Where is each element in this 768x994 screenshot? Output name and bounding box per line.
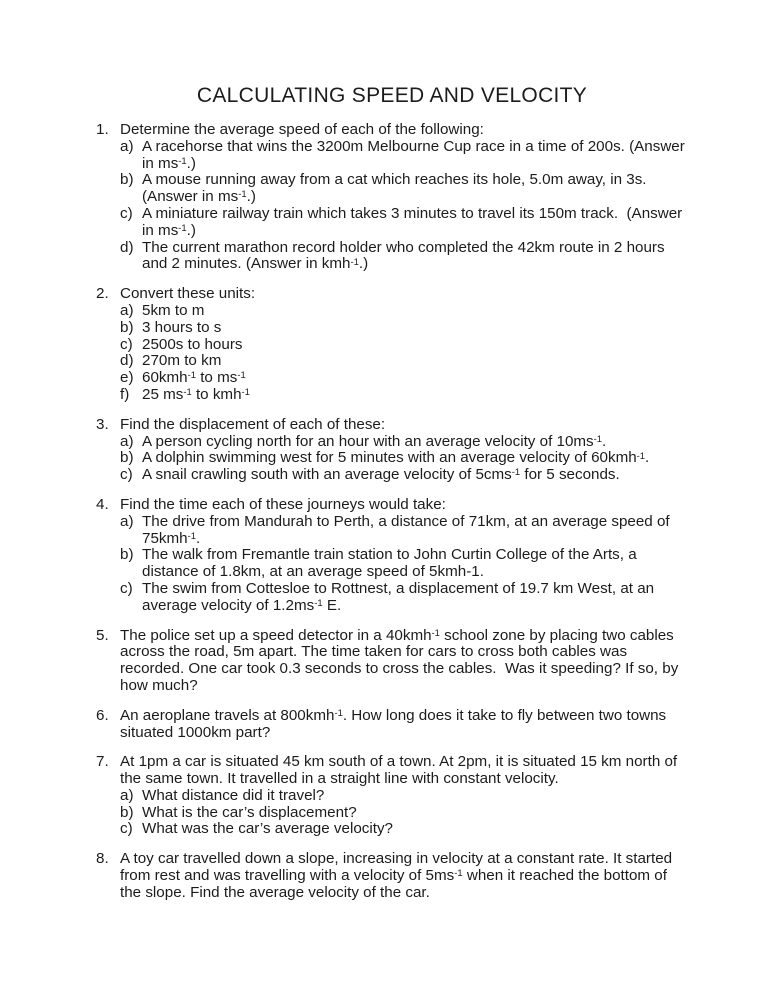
item-label: b) [120,546,134,564]
superscript: -1 [454,867,463,879]
question-number: 4. [96,495,109,513]
question-text: A toy car travelled down a slope, increasing in velocity at a constant rate. It started from rest and was travelling with a velocity of $5ms^{-1}$ when it reached the bottom of the slope. Find the average velocity of the car. [120,850,677,901]
question-item [120,240,688,274]
item-text: A miniature railway train which takes 3 minutes to travel its 150m track. (Answer in $ms^{-1}$.) [142,204,687,239]
question [96,497,688,615]
question-text: Find the displacement of each of these: [120,415,386,433]
superscript: -1 [183,386,192,398]
superscript: -1 [241,386,250,398]
question-item [120,467,688,484]
item-label: c) [120,466,133,484]
question-item [120,450,688,467]
item-label: a) [120,432,134,450]
question-item [120,337,688,354]
superscript: -1 [238,188,247,200]
item-text: A mouse running away from a cat which reaches its hole, 5.0m away, in 3s. (Answer in $ms^{-1}$.) [142,171,651,206]
question-text: At 1pm a car is situated 45 km south of a town. At 2pm, it is situated 15 km north of the same town. It travelled in a straight line with constant velocity. [120,753,682,788]
superscript: -1 [314,596,323,608]
document-body [96,84,688,915]
question [96,417,688,484]
item-text: The walk from Fremantle train station to John Curtin College of the Arts, a distance of 1.8km, at an average speed of 5kmh-1. [142,546,641,581]
item-label: c) [120,579,133,597]
question-item [120,320,688,337]
superscript: -1 [187,529,196,541]
question-item [120,805,688,822]
item-label: d) [120,352,134,370]
question [96,708,688,742]
item-text: 2500s to hours [142,335,243,353]
question-item [120,353,688,370]
question-text: An aeroplane travels at 800kmh$^{-1}$. How long does it take to fly between two towns situated 1000km part? [120,706,671,741]
superscript: -1 [511,466,521,478]
item-text: A dolphin swimming west for 5 minutes with an average velocity of 60kmh$^{-1}$. [142,449,650,467]
question-text: Convert these units: [120,285,256,303]
question-item [120,788,688,805]
question-item [120,303,688,320]
question-text: Determine the average speed of each of the following: [120,121,484,138]
question-number: 7. [96,753,109,771]
question-body [120,122,688,273]
question-item [120,581,688,615]
item-text: The current marathon record holder who completed the 42km route in 2 hours and 2 minutes. (Answer in kmh$^{-1}$.) [142,238,669,273]
item-label: b) [120,449,134,467]
item-text: The drive from Mandurah to Perth, a distance of 71km, at an average speed of 75kmh$^{-1}$. [142,512,674,547]
question-body [120,708,688,742]
question-number: 2. [96,285,109,303]
superscript: -1 [178,154,187,166]
question [96,628,688,695]
item-text: The swim from Cottesloe to Rottnest, a displacement of 19.7 km West, at an average velocity of $1.2ms^{-1}$ E. [142,579,659,614]
superscript: -1 [636,449,646,461]
question-item [120,434,688,451]
superscript: -1 [593,432,603,444]
item-text: A person cycling north for an hour with an average velocity of $10ms^{-1}$. [142,432,607,450]
item-label: b) [120,318,134,336]
question-item [120,514,688,548]
question-body [120,286,688,404]
question-item [120,387,688,404]
question-number: 3. [96,415,109,433]
question-number: 8. [96,850,109,868]
item-label: c) [120,335,133,353]
question-item [120,139,688,173]
question [96,851,688,901]
item-label: a) [120,512,134,530]
question [96,122,688,273]
page-title: CALCULATING SPEED AND VELOCITY [196,84,588,107]
question-body [120,754,688,838]
item-label: b) [120,803,134,821]
question [96,754,688,838]
question-item [120,547,688,581]
item-label: c) [120,204,133,222]
question-number: 6. [96,706,109,724]
question-item [120,172,688,206]
item-label: c) [120,820,133,838]
superscript: -1 [431,626,440,638]
superscript: -1 [178,222,187,234]
question-body [120,851,688,901]
question-list [96,122,688,902]
item-text: 25 $ms^{-1}$ to kmh$^{-1}$ [142,385,250,403]
item-text: What was the car’s average velocity? [142,820,393,838]
item-label: a) [120,786,134,804]
superscript: -1 [187,369,196,381]
question-body [120,628,688,695]
question-number: 5. [96,626,109,644]
superscript: -1 [334,706,343,718]
item-label: e) [120,369,134,387]
question-number: 1. [96,121,109,138]
question-text: Find the time each of these journeys would take: [120,495,446,513]
item-text: What is the car’s displacement? [142,803,357,821]
question-item [120,206,688,240]
superscript: -1 [237,369,246,381]
item-label: b) [120,171,134,189]
question-item [120,370,688,387]
item-text: 5km to m [142,301,205,319]
item-text: What distance did it travel? [142,786,325,804]
item-label: a) [120,137,134,155]
item-text: 60kmh$^{-1}$ to $ms^{-1}$ [142,369,246,387]
question-text: The police set up a speed detector in a 40kmh$^{-1}$ school zone by placing two cables across the road, 5m apart. The time taken for cars to cross both cables was recorded. One car took 0.3 seconds to cross the cables. Was it speeding? If so, by how much? [120,626,683,694]
item-text: A snail crawling south with an average velocity of 5cms$^{-1}$ for 5 seconds. [142,466,620,484]
item-label: a) [120,301,134,319]
item-label: f) [120,385,130,403]
superscript: -1 [350,255,359,267]
item-text: A racehorse that wins the 3200m Melbourne Cup race in a time of 200s. (Answer in $ms^{-1}$.) [142,137,690,172]
question-item [120,821,688,838]
item-label: d) [120,238,134,256]
item-text: 3 hours to s [142,318,222,336]
question-body [120,497,688,615]
question [96,286,688,404]
question-body [120,417,688,484]
item-text: 270m to km [142,352,222,370]
